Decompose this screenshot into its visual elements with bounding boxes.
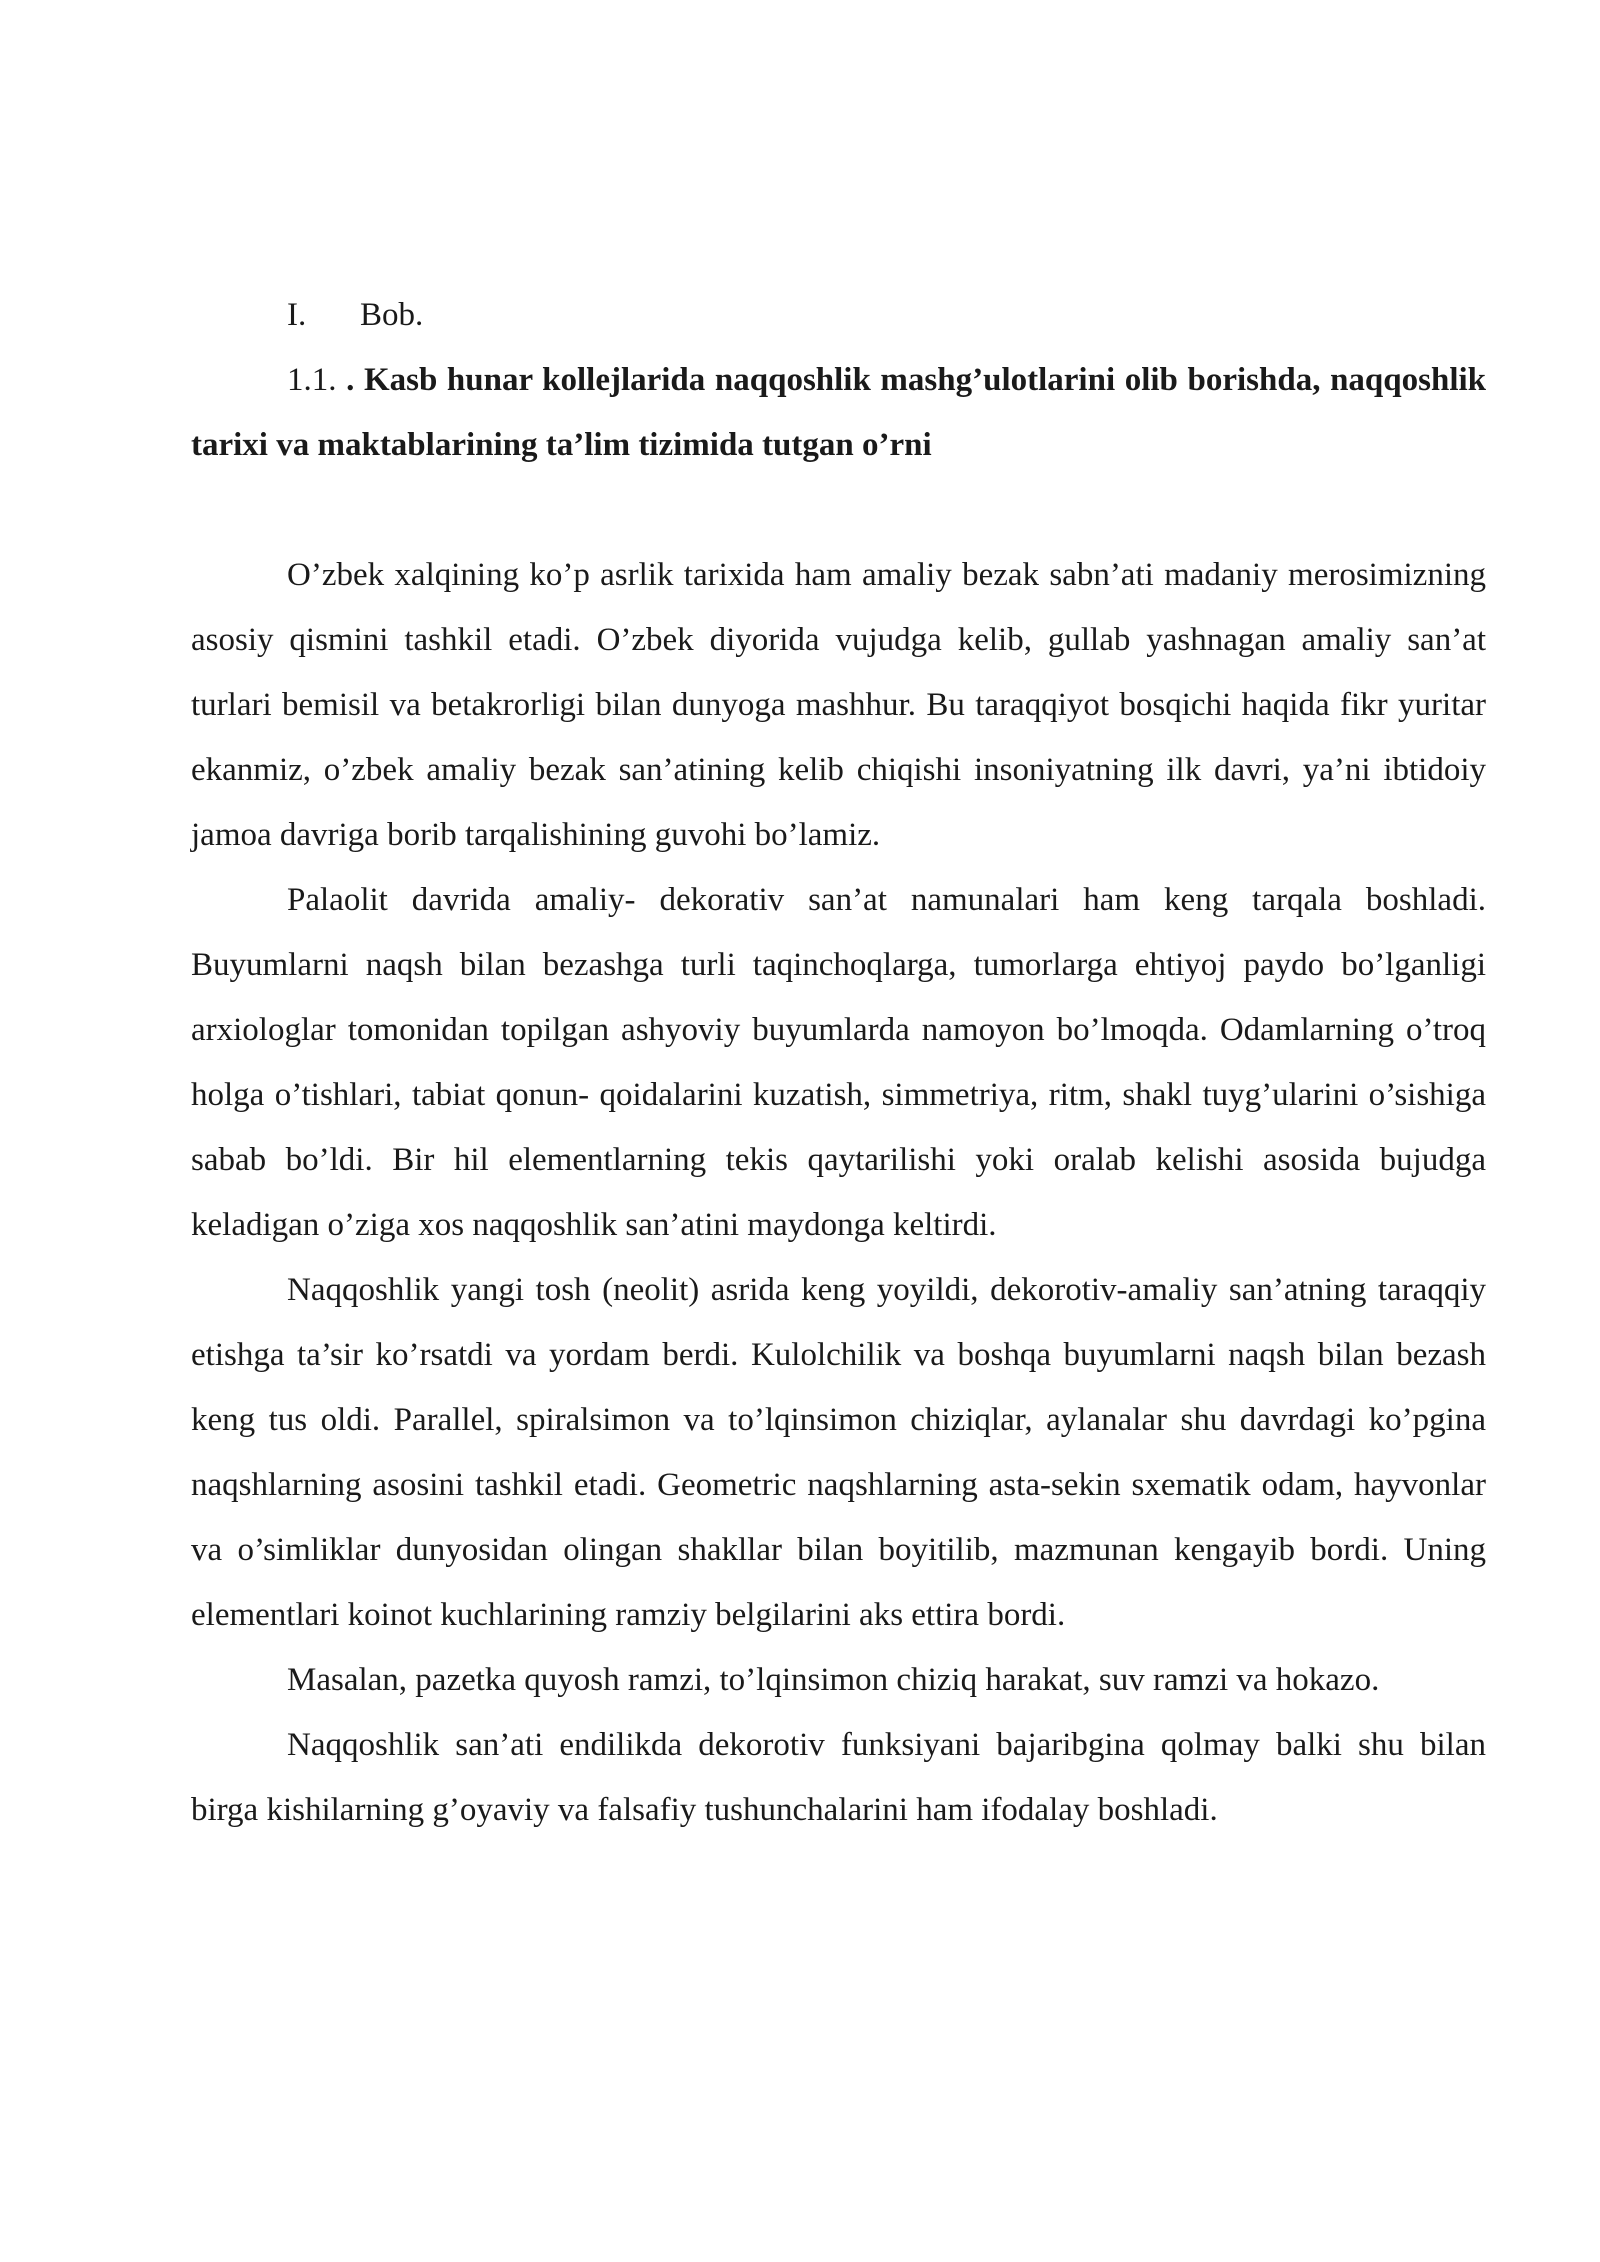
- chapter-title: Bob.: [360, 297, 424, 333]
- chapter-heading: [191, 283, 1486, 348]
- chapter-number: I.: [287, 297, 307, 333]
- section-title: . Kasb hunar kollejlarida naqqoshlik mashg’ulotlarini olib borishda, naqqoshlik tarixi va maktablarining ta’lim tizimida tutgan o’rni: [191, 362, 1487, 463]
- paragraph-2: Palaolit davrida amaliy- dekorativ san’at namunalari ham keng tarqala boshladi. Buyumlarni naqsh bilan bezashga turli taqinchoqlarga, tumorlarga ehtiyoj paydo bo’lganligi arxiologlar tomonidan topilgan ashyoviy buyumlarda namoyon bo’lmoqda. Odamlarning o’troq holga o’tishlari, tabiat qonun- qoidalarini kuzatish, simmetriya, ritm, shakl tuyg’ularini o’sishiga sabab bo’ldi. Bir hil elementlarning tekis qaytarilishi yoki oralab kelishi asosida bujudga keladigan o’ziga xos naqqoshlik san’atini maydonga keltirdi.: [191, 882, 1486, 1243]
- paragraph-1: O’zbek xalqining ko’p asrlik tarixida ham amaliy bezak sabn’ati madaniy merosimizning asosiy qismini tashkil etadi. O’zbek diyorida vujudga kelib, gullab yashnagan amaliy san’at turlari bemisil va betakrorligi bilan dunyoga mashhur. Bu taraqqiyot bosqichi haqida fikr yuritar ekanmiz, o’zbek amaliy bezak san’atining kelib chiqishi insoniyatning ilk davri, ya’ni ibtidoiy jamoa davriga borib tarqalishining guvohi bo’lamiz.: [191, 557, 1486, 853]
- paragraph-3: Naqqoshlik yangi tosh (neolit) asrida keng yoyildi, dekorotiv-amaliy san’atning taraqqiy etishga ta’sir ko’rsatdi va yordam berdi. Kulolchilik va boshqa buyumlarni naqsh bilan bezash keng tus oldi. Parallel, spiralsimon va to’lqinsimon chiziqlar, aylanalar shu davrdagi ko’pgina naqshlarning asosini tashkil etadi. Geometric naqshlarning asta-sekin sxematik odam, hayvonlar va o’simliklar dunyosidan olingan shakllar bilan boyitilib, mazmunan kengayib bordi. Uning elementlari koinot kuchlarining ramziy belgilarini aks ettira bordi.: [191, 1272, 1486, 1633]
- paragraph-5: Naqqoshlik san’ati endilikda dekorotiv funksiyani bajaribgina qolmay balki shu bilan birga kishilarning g’oyaviy va falsafiy tushunchalarini ham ifodalay boshladi.: [191, 1727, 1486, 1828]
- section-number: 1.1.: [287, 362, 337, 398]
- section-heading: [191, 348, 1486, 478]
- blank-line: [191, 478, 1486, 543]
- paragraph-4: Masalan, pazetka quyosh ramzi, to’lqinsimon chiziq harakat, suv ramzi va hokazo.: [287, 1662, 1380, 1698]
- document-page: [191, 283, 1486, 1843]
